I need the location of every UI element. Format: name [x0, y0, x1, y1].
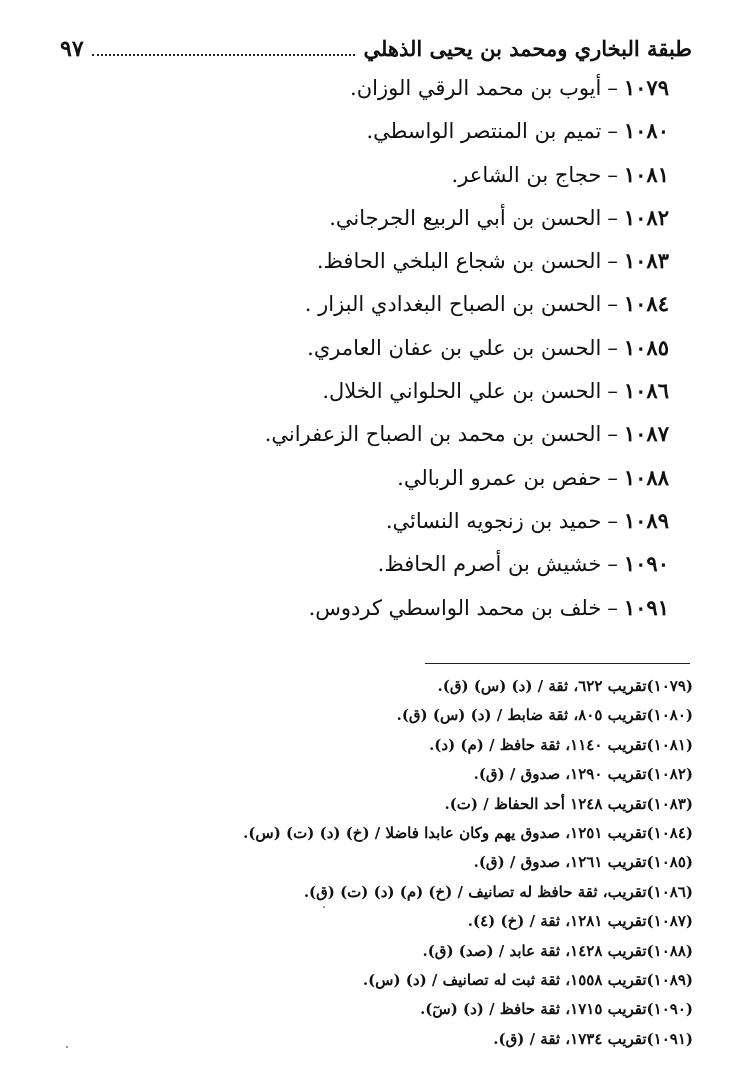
entry-number: ١٠٩٠: [623, 551, 669, 577]
paper-speck: [66, 1046, 68, 1048]
footnote: (١٠٨٩)تقريب ١٥٥٨، ثقة ثبت له تصانيف / (د) (س).: [362, 970, 693, 989]
entry-text: حجاج بن الشاعر.: [451, 162, 602, 187]
list-item: ١٠٨٨–حفص بن عمرو الربالي.: [397, 464, 669, 490]
paper-speck: [323, 906, 325, 908]
footnote: (١٠٨٦)تقريب، ثقة حافظ له تصانيف / (خ) (م) (د) (ت) (ق).: [303, 882, 693, 901]
footnote: (١٠٨٠)تقريب ٨٠٥، ثقة ضابط / (د) (س) (ق).: [396, 706, 693, 725]
entry-text: خلف بن محمد الواسطي كردوس.: [308, 595, 602, 620]
list-item: ١٠٩١–خلف بن محمد الواسطي كردوس.: [308, 594, 669, 620]
entry-text: الحسن بن الصباح البغدادي البزار .: [304, 292, 602, 317]
footnote: (١٠٩١)تقريب ١٧٣٤، ثقة / (ق).: [493, 1029, 693, 1048]
entry-number: ١٠٨٢: [623, 204, 669, 230]
entry-number: ١٠٨٦: [623, 378, 669, 404]
page-number: ٩٧: [60, 36, 84, 62]
entry-number: ١٠٨٨: [623, 464, 669, 490]
entry-number: ١٠٨٧: [623, 421, 669, 447]
list-item: ١٠٩٠–خشيش بن أصرم الحافظ.: [377, 551, 669, 577]
entry-number: ١٠٧٩: [623, 75, 669, 100]
footnote: (١٠٨٤)تقريب ١٢٥١، صدوق يهم وكان عابدا فاضلا / (خ) (د) (ت) (س).: [243, 823, 693, 842]
footnote: (١٠٨٧)تقريب ١٢٨١، ثقة / (خ) (٤).: [467, 912, 693, 931]
footnote: (١٠٨٢)تقريب ١٢٩٠، صدوق / (ق).: [473, 765, 693, 784]
entry-text: الحسن بن علي الحلواني الخلال.: [322, 379, 602, 404]
list-item: ١٠٧٩–أيوب بن محمد الرقي الوزان.: [350, 75, 669, 100]
entry-number: ١٠٨٩: [623, 507, 669, 533]
dotted-leader: [92, 40, 356, 56]
narrator-list: [109, 70, 669, 633]
list-item: ١٠٨١–حجاج بن الشاعر.: [451, 161, 669, 187]
list-item: ١٠٨٤–الحسن بن الصباح البغدادي البزار .: [304, 291, 669, 317]
entry-text: الحسن بن أبي الربيع الجرجاني.: [329, 205, 602, 230]
entry-number: ١٠٨١: [623, 161, 669, 187]
list-item: ١٠٨٧–الحسن بن محمد بن الصباح الزعفراني.: [264, 421, 669, 447]
list-item: ١٠٨٩–حميد بن زنجويه النسائي.: [385, 507, 669, 533]
footnotes: [133, 672, 693, 1054]
footnote-separator: [425, 663, 690, 664]
footnote: (١٠٨٨)تقريب ١٤٢٨، ثقة عابد / (صد) (ق).: [422, 941, 693, 960]
list-item: ١٠٨٣–الحسن بن شجاع البلخي الحافظ.: [316, 248, 669, 274]
list-item: ١٠٨٦–الحسن بن علي الحلواني الخلال.: [322, 378, 669, 404]
entry-text: الحسن بن شجاع البلخي الحافظ.: [316, 249, 602, 274]
footnote: (١٠٧٩)تقريب ٦٢٢، ثقة / (د) (س) (ق).: [437, 677, 693, 695]
entry-number: ١٠٨٠: [623, 118, 669, 144]
entry-text: تميم بن المنتصر الواسطي.: [366, 119, 602, 144]
list-item: ١٠٨٢–الحسن بن أبي الربيع الجرجاني.: [329, 204, 669, 230]
footnote: (١٠٩٠)تقريب ١٧١٥، ثقة حافظ / (د) (سٓ).: [420, 1000, 693, 1019]
entry-text: حميد بن زنجويه النسائي.: [385, 508, 602, 533]
entry-number: ١٠٨٣: [623, 248, 669, 274]
entry-text: خشيش بن أصرم الحافظ.: [377, 552, 602, 577]
footnote: (١٠٨٥)تقريب ١٢٦١، صدوق / (ق).: [473, 853, 693, 872]
entry-number: ١٠٩١: [623, 594, 669, 620]
entry-text: الحسن بن محمد بن الصباح الزعفراني.: [264, 422, 602, 447]
footnote: (١٠٨١)تقريب ١١٤٠، ثقة حافظ / (م) (د).: [429, 735, 693, 754]
entry-number: ١٠٨٥: [623, 334, 669, 360]
footnote: (١٠٨٣)تقريب ١٢٤٨ أحد الحفاظ / (ت).: [444, 794, 693, 813]
list-item: ١٠٨٠–تميم بن المنتصر الواسطي.: [366, 118, 669, 144]
running-header: [60, 36, 692, 68]
header-title: طبقة البخاري ومحمد بن يحيى الذهلي: [363, 36, 692, 61]
entry-text: أيوب بن محمد الرقي الوزان.: [350, 76, 602, 100]
list-item: ١٠٨٥–الحسن بن علي بن عفان العامري.: [307, 334, 669, 360]
entry-number: ١٠٨٤: [623, 291, 669, 317]
entry-text: الحسن بن علي بن عفان العامري.: [307, 335, 602, 360]
entry-text: حفص بن عمرو الربالي.: [397, 465, 602, 490]
